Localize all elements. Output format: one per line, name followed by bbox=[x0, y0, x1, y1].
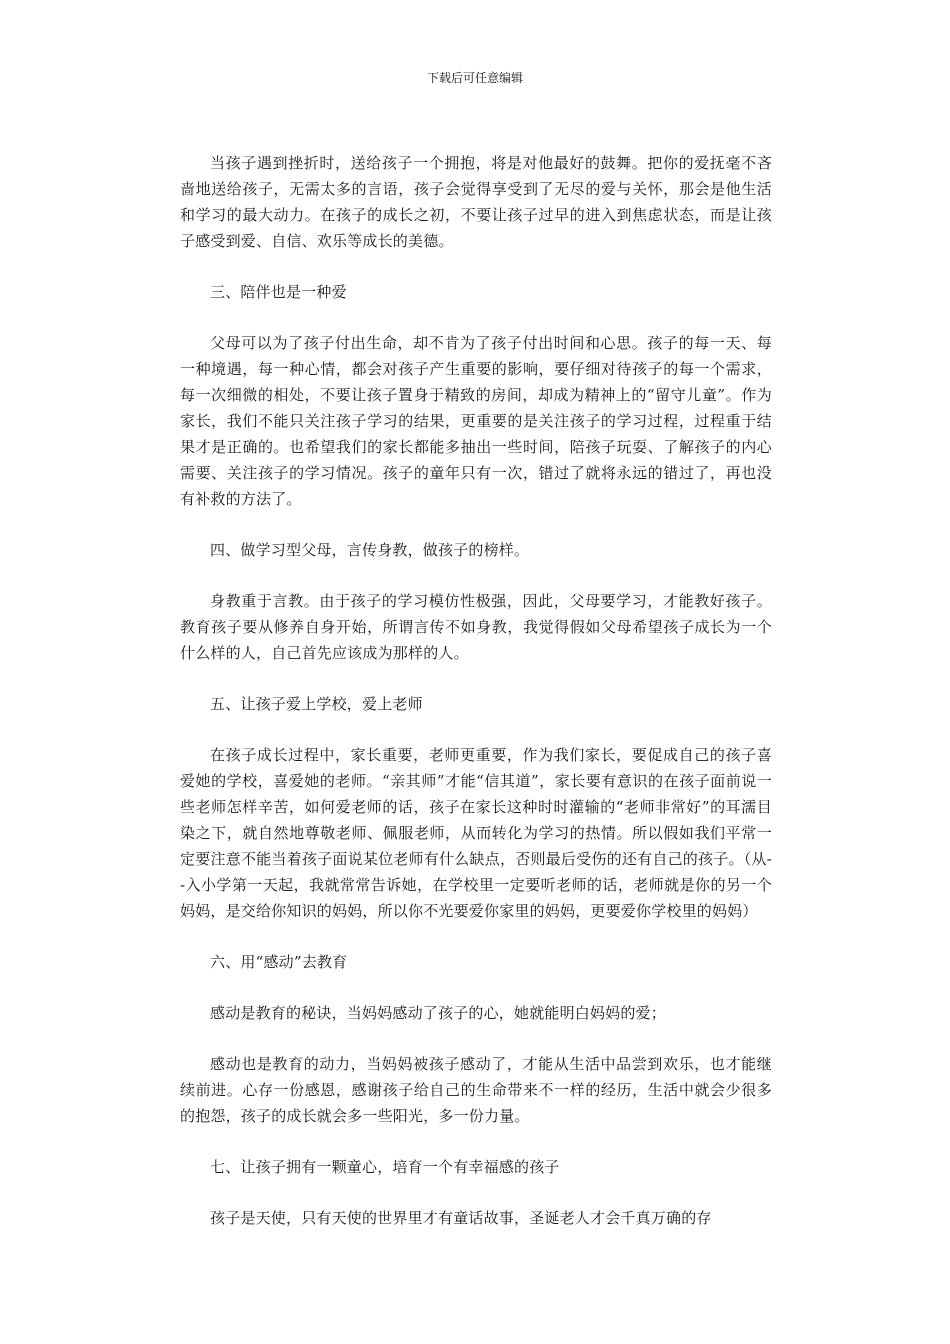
section-heading-6: 六、用“感动”去教育 bbox=[210, 953, 348, 971]
section-heading-3: 三、陪伴也是一种爱 bbox=[210, 283, 347, 301]
paragraph-companionship: 父母可以为了孩子付出生命，却不肯为了孩子付出时间和心思。孩子的每一天、每一种境遇，每一种心情，都会对孩子产生重要的影响，要仔细对待孩子的每一个需求，每一次细微的相处，不要让孩子置身于精致的房间，却成为精神上的“留守儿童”。作为家长，我们不能只关注孩子学习的结果，更重要的是关注孩子的学习过程，过程重于结果才是正确的。也希望我们的家长都能多抽出一些时间，陪孩子玩耍、了解孩子的内心需要、关注孩子的学习情况。孩子的童年只有一次，错过了就将永远的错过了，再也没有补救的方法了。 bbox=[180, 334, 772, 508]
section-heading-5: 五、让孩子爱上学校，爱上老师 bbox=[210, 695, 423, 713]
paragraph-touching-motivation: 感动也是教育的动力，当妈妈被孩子感动了，才能从生活中品尝到欢乐，也才能继续前进。心存一份感恩，感谢孩子给自己的生命带来不一样的经历，生活中就会少很多的抱怨，孩子的成长就会多一些阳光，多一份力量。 bbox=[180, 1055, 772, 1125]
paragraph-love-school: 在孩子成长过程中，家长重要，老师更重要，作为我们家长，要促成自己的孩子喜爱她的学校，喜爱她的老师。“亲其师”才能“信其道”，家长要有意识的在孩子面前说一些老师怎样辛苦，如何爱老师的话，孩子在家长这种时时灌输的“老师非常好”的耳濡目染之下，就自然地尊敬老师、佩服老师，从而转化为学习的热情。所以假如我们平常一定要注意不能当着孩子面说某位老师有什么缺点，否则最后受伤的还有自己的孩子。（从--入小学第一天起，我就常常告诉她，在学校里一定要听老师的话，老师就是你的另一个妈妈，是交给你知识的妈妈，所以你不光要爱你家里的妈妈，更要爱你学校里的妈妈） bbox=[180, 746, 772, 920]
paragraph-touching-secret: 感动是教育的秘诀，当妈妈感动了孩子的心，她就能明白妈妈的爱； bbox=[210, 1004, 667, 1022]
paragraph-childlike-heart: 孩子是天使，只有天使的世界里才有童话故事，圣诞老人才会千真万确的存 bbox=[210, 1209, 712, 1227]
paragraph-hug-encouragement: 当孩子遇到挫折时，送给孩子一个拥抱，将是对他最好的鼓舞。把你的爱抚毫不吝啬地送给孩子，无需太多的言语，孩子会觉得享受到了无尽的爱与关怀，那会是他生活和学习的最大动力。在孩子的成长之初，不要让孩子过早的进入到焦虑状态，而是让孩子感受到爱、自信、欢乐等成长的美德。 bbox=[180, 154, 772, 250]
paragraph-lead-by-example: 身教重于言教。由于孩子的学习模仿性极强，因此，父母要学习，才能教好孩子。教育孩子要从修养自身开始，所谓言传不如身教，我觉得假如父母希望孩子成长为一个什么样的人，自己首先应该成为那样的人。 bbox=[180, 592, 772, 662]
page-header-note: 下载后可任意编辑 bbox=[426, 71, 523, 85]
document-body bbox=[180, 150, 772, 1256]
section-heading-7: 七、让孩子拥有一颗童心，培育一个有幸福感的孩子 bbox=[210, 1158, 560, 1176]
section-heading-4: 四、做学习型父母，言传身教，做孩子的榜样。 bbox=[210, 541, 530, 559]
